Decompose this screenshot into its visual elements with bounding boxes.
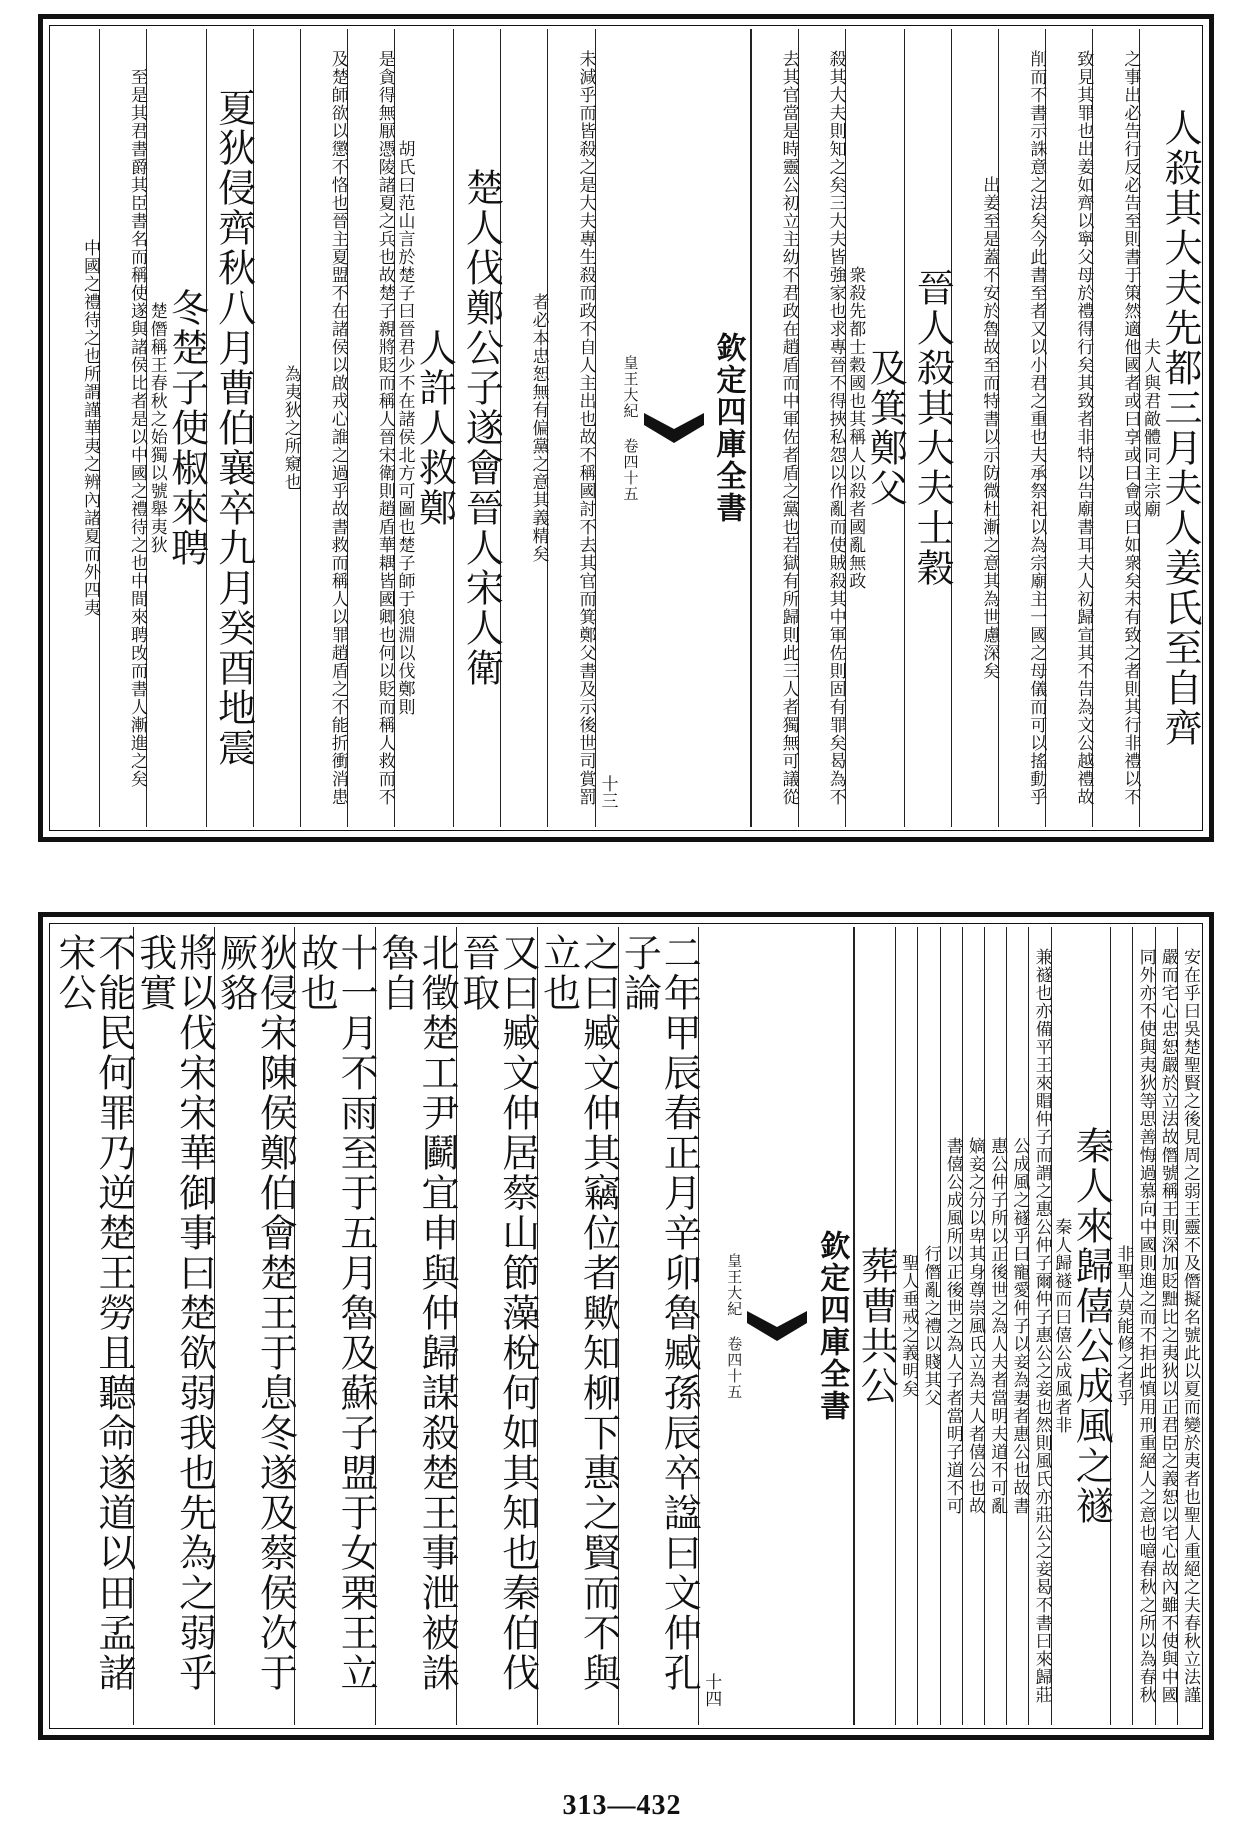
text-column — [51, 927, 136, 1725]
text-column — [347, 29, 394, 827]
fish-tail-ornament-icon — [745, 1309, 809, 1343]
main-text: 人許人救鄭 — [412, 328, 457, 528]
commentary-text: 衆殺先都士穀國也其稱人以殺者國亂無政 — [845, 266, 866, 590]
main-text: 二年甲辰春正月辛卯魯臧孫辰卒諡曰文仲孔子論 — [617, 933, 702, 1693]
text-column — [1006, 927, 1028, 1725]
main-text: 將以伐宋宋華御事曰楚欲弱我也先為之弱乎我實 — [132, 933, 217, 1693]
text-column — [984, 927, 1006, 1725]
commentary-text: 夫人與君敵體同主宗廟 — [1140, 338, 1161, 518]
text-column — [998, 29, 1045, 827]
text-column — [375, 927, 459, 1725]
commentary-text: 行僭亂之禮以賤其父 — [920, 1245, 941, 1407]
commentary-text: 及楚師欲以懲不恪也晉主夏盟不在諸侯以啟戎心誰之過乎故書救而稱人以罪趙盾之不能折衝消患 — [327, 50, 348, 806]
center-margin — [595, 29, 751, 827]
commentary-text: 胡氏曰范山言於楚子曰晉君少不在諸侯北方可圖也楚子師于狼淵以伐鄭則 — [394, 140, 415, 716]
commentary-text: 削而不書示誅意之法矣今此書至者又以小君之重也夫承祭祀以為宗廟主一國之母儀而可以搖動乎 — [1026, 50, 1047, 806]
text-column — [300, 29, 347, 827]
main-text: 又曰臧文仲居蔡山節藻梲何如其知也秦伯伐晉取 — [455, 933, 540, 1693]
commentary-text: 惠公仲子所以正後世之為人夫者當明夫道不可亂 — [987, 1137, 1008, 1515]
page-number: 313—432 — [562, 1790, 682, 1821]
main-text: 冬楚子使椒來聘 — [164, 288, 209, 568]
commentary-text: 之事出必告行反必告至則書于策然適他國者或曰享或曰會或曰如衆矣未有致之者則其行非禮以不 — [1120, 50, 1141, 806]
commentary-text: 中國之禮待之也所謂謹華夷之辨內諸夏而外四夷 — [79, 239, 100, 617]
commentary-text: 者必本忠恕無有偏黨之意其義精矣 — [528, 293, 549, 563]
commentary-text: 嫡妾之分以卑其身尊崇風氏立為夫人者僖公也故 — [965, 1137, 985, 1515]
text-column — [453, 29, 504, 827]
text-column — [617, 927, 702, 1725]
commentary-text: 非聖人莫能修之者乎 — [1113, 1245, 1134, 1407]
text-column — [962, 927, 984, 1725]
commentary-text: 兼禭也亦備平王來賵仲子而謂之惠公仲子爾仲子惠公之妾也然則風氏亦莊公之妾曷不書曰來歸莊 — [1031, 948, 1052, 1704]
commentary-text: 為夷狄之所窺也 — [280, 365, 301, 491]
text-column — [53, 29, 99, 827]
text-column — [1139, 29, 1202, 827]
text-column — [1092, 29, 1139, 827]
text-column — [547, 29, 594, 827]
text-column — [146, 29, 209, 827]
main-text: 狄侵宋陳侯鄭伯會楚王于息冬遂及蔡侯次于厥貉 — [213, 933, 298, 1693]
commentary-text: 安在乎曰吳楚聖賢之後見周之弱王靈不及僭擬名號此以夏而變於夷者也聖人重絕之夫春秋立法謹 — [1180, 948, 1200, 1704]
commentary-text: 秦人歸禭而曰僖公成風者非 — [1051, 1218, 1072, 1434]
main-text: 之曰臧文仲其竊位者歟知柳下惠之賢而不與立也 — [536, 933, 621, 1693]
text-column — [455, 927, 540, 1725]
text-column — [917, 927, 939, 1725]
commentary-text: 書僖公成風所以正後世之為人子者當明子道不可 — [942, 1137, 963, 1515]
commentary-text: 出姜至是蓋不安於魯故至而特書以示防微杜漸之意其為世慮深矣 — [979, 176, 1000, 680]
text-column — [253, 29, 300, 827]
text-column — [1045, 29, 1092, 827]
text-column — [951, 29, 998, 827]
folio-number: 十四 — [701, 1673, 722, 1707]
center-margin — [698, 927, 854, 1725]
commentary-text: 未減乎而皆殺之是大夫專生殺而政不自人主出也故不稱國討不去其官而箕鄭父書及示後世司賞罰 — [575, 50, 596, 806]
volume-label: 皇王大紀 卷四十五 — [725, 1252, 744, 1400]
commentary-text: 致見其罪也出姜如齊以寧父母於禮得行矣其致者非特以告廟書耳夫人初歸宣其不告為文公越禮故 — [1073, 50, 1094, 806]
text-column — [751, 29, 798, 827]
commentary-text: 同外亦不使與夷狄等思善悔過慕向中國則進之而不拒此慎用刑重絕人之意也噫春秋之所以為春秋 — [1135, 948, 1156, 1704]
commentary-text: 公成風之禭乎曰寵愛仲子以妾為妻者惠公也故書 — [1009, 1137, 1030, 1515]
main-text: 晉人殺其大夫士穀 — [910, 268, 955, 588]
text-column — [1177, 927, 1199, 1725]
text-column — [99, 29, 146, 827]
commentary-text: 嚴而宅心忠恕嚴於立法故僭號稱王則深加貶黜比之夷狄以正君臣之義恕以宅心故內雖不使與中國 — [1157, 948, 1178, 1704]
commentary-text: 是貪得無厭憑陵諸夏之兵也故楚子親將貶而稱人晉宋衛則趙盾華耦皆國卿也何以貶而稱人救而不 — [374, 50, 395, 806]
text-column — [940, 927, 962, 1725]
text-column — [854, 927, 899, 1725]
bottom-page-panel — [38, 912, 1214, 1740]
main-text: 夏狄侵齊秋八月曹伯襄卒九月癸酉地震 — [211, 88, 256, 768]
text-column — [895, 927, 917, 1725]
main-text: 十一月不雨至于五月魯及蘇子盟于女栗王立故也 — [294, 933, 379, 1693]
main-text: 楚人伐鄭公子遂會晉人宋人衛 — [459, 168, 504, 688]
volume-label: 皇王大紀 卷四十五 — [621, 354, 640, 502]
book-title: 欽定四庫全書 — [710, 332, 746, 524]
text-column — [536, 927, 621, 1725]
text-column — [1155, 927, 1177, 1725]
main-text: 葬曹共公 — [854, 1246, 899, 1406]
fish-tail-ornament-icon — [642, 411, 706, 445]
text-column — [1110, 927, 1132, 1725]
text-column — [1028, 927, 1050, 1725]
text-column — [904, 29, 955, 827]
commentary-text: 去其官當是時靈公初立主幼不君政在趙盾而中軍佐者盾之黨也若獄有所歸則此三人者獨無可議從 — [778, 50, 799, 806]
text-column — [213, 927, 298, 1725]
text-column — [798, 29, 845, 827]
text-column — [500, 29, 547, 827]
main-text: 秦人來歸僖公成風之禭 — [1069, 1126, 1114, 1526]
text-column — [394, 29, 457, 827]
bottom-text-columns — [53, 927, 1199, 1725]
main-text: 人殺其大夫先都三月夫人姜氏至自齊 — [1158, 108, 1202, 748]
text-column — [1051, 927, 1114, 1725]
book-title: 欽定四庫全書 — [814, 1230, 850, 1422]
text-column — [294, 927, 379, 1725]
text-column — [206, 29, 256, 827]
main-text: 及箕鄭父 — [863, 348, 908, 508]
folio-number: 十三 — [597, 775, 618, 809]
main-text: 北徵楚工尹鬬宜申與仲歸謀殺楚王事泄被誅魯自 — [375, 933, 459, 1693]
commentary-text: 殺其大夫則知之矣三大夫皆強家也求專晉不得挾私怨以作亂而使賊殺其中軍佐則固有罪矣曷為不 — [825, 50, 846, 806]
commentary-text: 至是其君書爵其臣書名而稱使遂與諸侯比者是以中國之禮待之也中間來聘攺而書人漸進之矣 — [127, 68, 148, 788]
text-column — [845, 29, 908, 827]
commentary-text: 聖人垂戒之義明矣 — [898, 1254, 919, 1398]
commentary-text: 楚僭稱王春秋之始獨以號舉夷狄 — [146, 302, 167, 554]
main-text: 不能民何罪乃逆楚王勞且聽命遂道以田孟諸宋公 — [51, 933, 136, 1693]
text-column — [132, 927, 217, 1725]
text-column — [1132, 927, 1154, 1725]
top-page-panel — [38, 14, 1214, 842]
top-text-columns — [53, 29, 1202, 827]
